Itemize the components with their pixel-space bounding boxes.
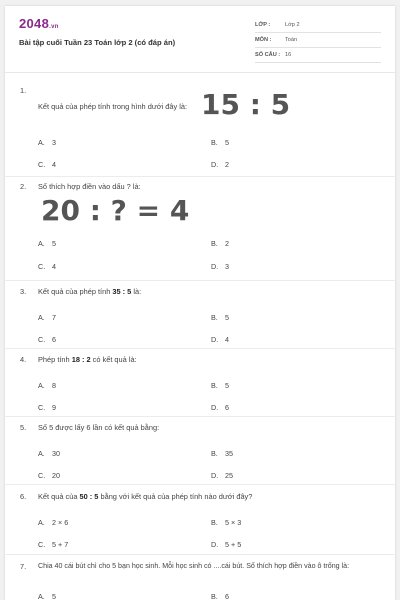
option-a[interactable]: A. 30 xyxy=(38,449,60,458)
option-b[interactable]: B. 5 xyxy=(211,313,229,322)
question-divider xyxy=(5,484,395,485)
question-text: Kết quả của phép tính trong hình dưới đây là: xyxy=(38,102,188,111)
option-b[interactable]: B. 5 xyxy=(211,381,229,390)
option-a[interactable]: A. 8 xyxy=(38,381,56,390)
question-figure: 15 : 5 xyxy=(201,88,291,121)
question-divider xyxy=(5,348,395,349)
meta-info xyxy=(255,18,381,63)
meta-question-count: SỐ CÂU : 16 xyxy=(255,48,381,63)
header-divider xyxy=(5,72,395,73)
option-d[interactable]: D. 25 xyxy=(211,471,233,480)
option-c[interactable]: C. 9 xyxy=(38,403,56,412)
question-divider xyxy=(5,416,395,417)
option-d[interactable]: D. 3 xyxy=(211,262,229,271)
worksheet-header xyxy=(5,6,395,64)
site-logo[interactable]: 2048.vn xyxy=(19,16,59,31)
option-d[interactable]: D. 2 xyxy=(211,160,229,169)
option-a[interactable]: A. 3 xyxy=(38,138,56,147)
option-c[interactable]: C. 5 + 7 xyxy=(38,540,69,549)
option-b[interactable]: B. 5 xyxy=(211,138,229,147)
option-a[interactable]: A. 5 xyxy=(38,239,56,248)
question-figure: 20 : ? = 4 xyxy=(41,194,190,227)
option-d[interactable]: D. 5 + 5 xyxy=(211,540,242,549)
option-b[interactable]: B. 35 xyxy=(211,449,233,458)
question-divider xyxy=(5,280,395,281)
meta-subject: MÔN : Toán xyxy=(255,33,381,48)
option-a[interactable]: A. 7 xyxy=(38,313,56,322)
option-c[interactable]: C. 4 xyxy=(38,160,56,169)
question-text: Kết quả của 50 : 5 bằng với kết quả của phép tính nào dưới đây? xyxy=(38,492,253,501)
option-c[interactable]: C. 6 xyxy=(38,335,56,344)
option-c[interactable]: C. 20 xyxy=(38,471,60,480)
question-text: Chia 40 cái bút chì cho 5 bạn học sinh. Mỗi học sinh có ....cái bút. Số thích hợp điền vào ô trống là: xyxy=(38,562,350,570)
option-a[interactable]: A. 2 × 6 xyxy=(38,518,69,527)
question-divider xyxy=(5,554,395,555)
worksheet-page: 2048.vn Bài tập cuối Tuần 23 Toán lớp 2 (có đáp án) LỚP : Lớp 2 MÔN : Toán SỐ CÂU : 16 1. Kết quả của phép tính trong hình dưới đây là: 15 : 5 A. 3 B. 5 C. 4 D. 2 2. Số thích hợp điền vào dấu ? là: 20 : ? = 4 A. 5 B. 2 C. 4 D. 3 3. Kết quả của phép tính 35 : 5 là: A. 7 B. 5 C. 6 D. 4 4. Phép tính 18 : 2 có kết quả là: A. 8 B. 5 C. 9 D. 6 5. Số 5 được lấy 6 lần có kết quả bằng: A. 30 B. 35 C. 20 D. 25 6. Kết quả của 50 : 5 bằng với kết quả của phép tính nào dưới đây? A. 2 × 6 B. 5 × 3 C. 5 + 7 D. 5 + 5 7. Chia 40 cái bút chì cho 5 bạn học sinh. Mỗi học sinh có ....cái bút. Số thích hợp điền vào ô trống là: A. 5 B. 6 xyxy=(5,6,395,600)
question-text: Số thích hợp điền vào dấu ? là: xyxy=(38,182,141,191)
option-a[interactable]: A. 5 xyxy=(38,592,56,600)
option-b[interactable]: B. 5 × 3 xyxy=(211,518,242,527)
question-text: Kết quả của phép tính 35 : 5 là: xyxy=(38,287,142,296)
meta-class: LỚP : Lớp 2 xyxy=(255,18,381,33)
question-text: Phép tính 18 : 2 có kết quả là: xyxy=(38,355,137,364)
option-d[interactable]: D. 6 xyxy=(211,403,229,412)
question-divider xyxy=(5,176,395,177)
page-title: Bài tập cuối Tuần 23 Toán lớp 2 (có đáp án) xyxy=(19,38,176,47)
option-c[interactable]: C. 4 xyxy=(38,262,56,271)
question-text: Số 5 được lấy 6 lần có kết quả bằng: xyxy=(38,423,160,432)
option-b[interactable]: B. 6 xyxy=(211,592,229,600)
option-b[interactable]: B. 2 xyxy=(211,239,229,248)
option-d[interactable]: D. 4 xyxy=(211,335,229,344)
